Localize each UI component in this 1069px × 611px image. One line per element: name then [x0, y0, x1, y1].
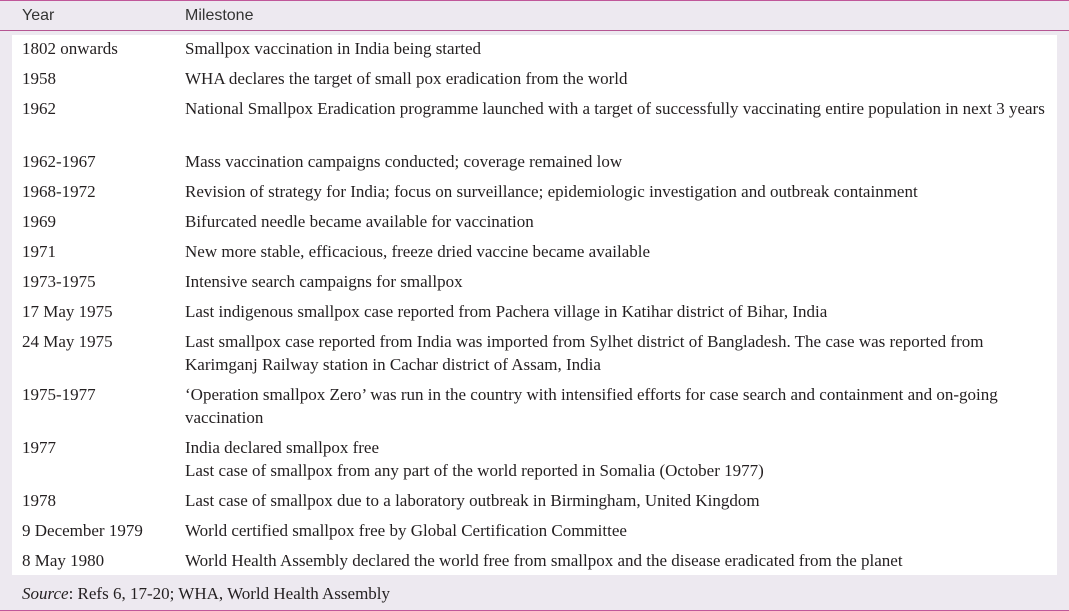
milestone-cell: World certified smallpox free by Global Certification Committee [185, 521, 627, 540]
year-cell: 1802 onwards [22, 39, 118, 58]
year-cell: 9 December 1979 [22, 521, 143, 540]
table-row [12, 381, 1057, 434]
milestone-cell: Last indigenous smallpox case reported from Pachera village in Katihar district of Bihar, India [185, 302, 828, 321]
year-cell: 1975-1977 [22, 385, 96, 404]
milestone-cell-line2: Last case of smallpox from any part of the world reported in Somalia (October 1977) [185, 461, 764, 480]
milestone-cell: ‘Operation smallpox Zero’ was run in the country with intensified efforts for case search and containment and on-going vaccination [185, 385, 998, 427]
year-cell: 8 May 1980 [22, 551, 105, 570]
year-cell: 1973-1975 [22, 272, 96, 291]
table-row [12, 328, 1057, 381]
table-row [12, 65, 1057, 95]
year-cell: 1971 [22, 242, 56, 261]
milestone-cell: Mass vaccination campaigns conducted; coverage remained low [185, 152, 623, 171]
milestone-cell: WHA declares the target of small pox eradication from the world [185, 69, 628, 88]
year-cell: 1968-1972 [22, 182, 96, 201]
year-cell: 1977 [22, 438, 56, 457]
table-row [12, 35, 1057, 65]
milestone-cell: Last smallpox case reported from India was imported from Sylhet district of Bangladesh. The case was reported from Karimganj Railway station in Cachar district of Assam, India [185, 332, 984, 374]
table-row [12, 547, 1057, 575]
table-row [12, 95, 1057, 148]
table-body [12, 35, 1057, 575]
table-header [0, 1, 1069, 31]
year-cell: 1958 [22, 69, 56, 88]
table-row [12, 298, 1057, 328]
year-cell: 1962 [22, 99, 56, 118]
milestone-cell: Intensive search campaigns for smallpox [185, 272, 463, 291]
source-text: : Refs 6, 17-20; WHA, World Health Assembly [68, 584, 391, 603]
milestone-cell: India declared smallpox free [185, 438, 379, 457]
year-cell: 1962-1967 [22, 152, 96, 171]
table-row [12, 487, 1057, 517]
milestone-cell: Bifurcated needle became available for vaccination [185, 212, 534, 231]
milestone-cell: Last case of smallpox due to a laboratory outbreak in Birmingham, United Kingdom [185, 491, 760, 510]
milestone-cell: World Health Assembly declared the world free from smallpox and the disease eradicated from the planet [185, 551, 903, 570]
source-label: Source [22, 584, 69, 603]
year-cell: 1978 [22, 491, 56, 510]
milestone-cell: New more stable, efficacious, freeze dried vaccine became available [185, 242, 651, 261]
table-row [12, 268, 1057, 298]
table-row [12, 178, 1057, 208]
table-row [12, 148, 1057, 178]
header-year: Year [22, 6, 55, 24]
milestone-cell: Revision of strategy for India; focus on surveillance; epidemiologic investigation and outbreak containment [185, 182, 918, 201]
year-cell: 17 May 1975 [22, 302, 113, 321]
source-note [22, 584, 390, 604]
table-row [12, 238, 1057, 268]
year-cell: 24 May 1975 [22, 332, 113, 351]
milestone-cell: Smallpox vaccination in India being started [185, 39, 482, 58]
table-row [12, 208, 1057, 238]
table-row [12, 517, 1057, 547]
year-cell: 1969 [22, 212, 56, 231]
header-milestone: Milestone [185, 6, 254, 24]
milestone-cell: National Smallpox Eradication programme launched with a target of successfully vaccinating entire population in next 3 years [185, 99, 1045, 118]
table-row [12, 434, 1057, 487]
